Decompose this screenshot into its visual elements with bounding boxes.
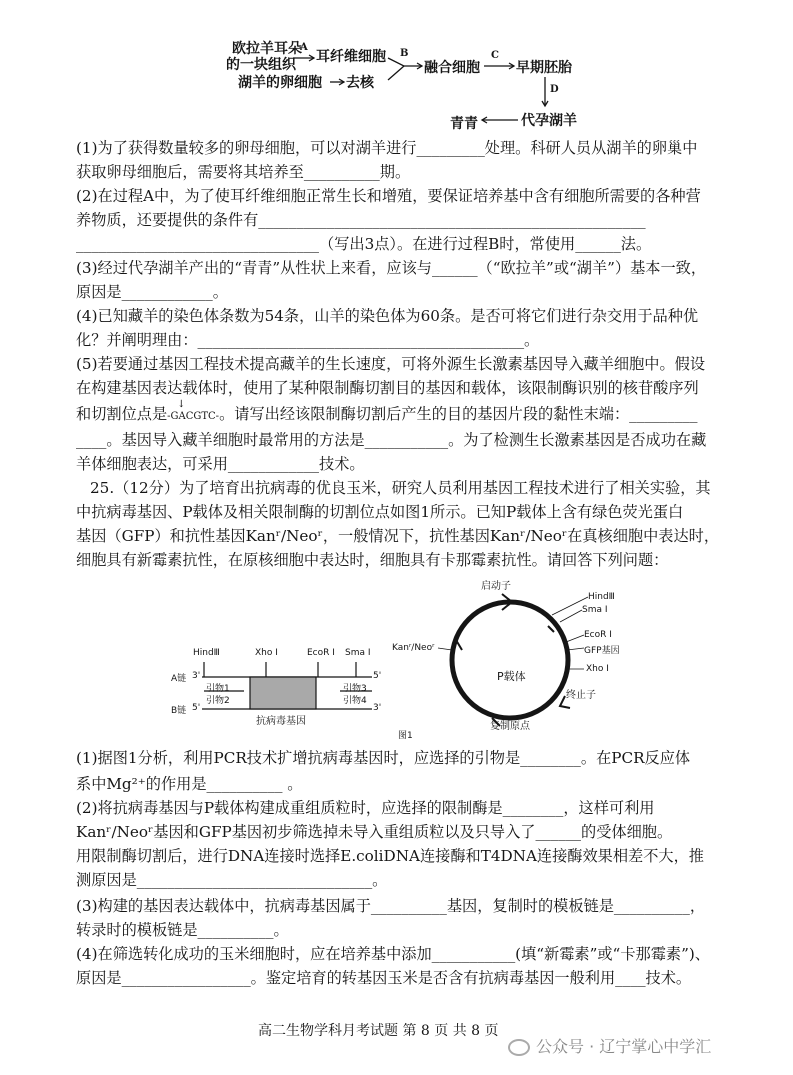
q24-line-11: 在构建基因表达载体时，使用了某种限制酶切割目的基因和载体，该限制酶识别的核苷酸序列 <box>76 379 699 397</box>
promoter-label: 启动子 <box>481 581 511 592</box>
flow-step-d: D <box>550 84 559 95</box>
q24-line-9: 化？并阐明理由：___________________________________________。 <box>76 331 540 349</box>
cut-arrow-icon: ↓ <box>177 399 186 410</box>
origin-label: 复制原点 <box>490 721 530 732</box>
wechat-icon <box>508 1039 530 1056</box>
flow-arrows <box>0 0 793 140</box>
flow-node-early-embryo: 早期胚胎 <box>516 60 572 76</box>
primer-2: 引物2 <box>206 696 230 706</box>
q25-line-3: 基因（GFP）和抗性基因Kanʳ/Neoʳ，一般情况下，抗性基因Kanʳ/Neoʳ在真核细胞中表达时， <box>76 527 720 545</box>
q24-line-2: 获取卵母细胞后，需要将其培养至__________期。 <box>76 163 411 181</box>
q24-line-10: (5)若要通过基因工程技术提高藏羊的生长速度，可将外源生长激素基因导入藏羊细胞中。假设 <box>76 355 706 373</box>
a-chain-3prime: 3' <box>192 671 201 681</box>
q24-line-12-b: 。请写出经该限制酶切割后产生的目的基因片段的黏性末端：_________ <box>219 405 698 423</box>
q25-sub-7: (3)构建的基因表达载体中，抗病毒基因属于__________基因，复制时的模板链是__________， <box>76 897 706 915</box>
b-chain-3prime: 3' <box>373 703 382 713</box>
q25-sub-5: 用限制酶切割后，进行DNA连接时选择E.coliDNA连接酶和T4DNA连接酶效果相差不大，推 <box>76 847 704 865</box>
terminator-label: 终止子 <box>566 690 596 701</box>
figure-1-graphics <box>0 570 793 745</box>
q25-line-1: 25.（12分）为了培育出抗病毒的优良玉米，研究人员利用基因工程技术进行了相关实验，其 <box>90 479 711 497</box>
q24-line-12 <box>76 399 698 426</box>
q25-sub-1: (1)据图1分析，利用PCR技术扩增抗病毒基因时，应选择的引物是________。在PCR反应体 <box>76 749 691 767</box>
antiviral-gene-label: 抗病毒基因 <box>256 716 306 727</box>
q25-sub-10: 原因是_________________。鉴定培育的转基因玉米是否含有抗病毒基因一般利用____技术。 <box>76 969 692 987</box>
flow-node-surrogate: 代孕湖羊 <box>521 113 577 129</box>
q24-line-8: (4)已知藏羊的染色体条数为54条，山羊的染色体为60条。是否可将它们进行杂交用于品种优 <box>76 307 699 325</box>
primer-3: 引物3 <box>343 684 367 694</box>
vector-site-xhoi: Xho Ⅰ <box>586 664 609 674</box>
a-chain-label: A链 <box>171 674 187 684</box>
flow-node-enucleate: 去核 <box>346 75 374 91</box>
q25-sub-8: 转录时的模板链是__________。 <box>76 921 289 939</box>
kan-neo-label: Kanʳ/Neoʳ <box>392 643 435 653</box>
site-ecori: EcoR Ⅰ <box>307 648 335 658</box>
site-smai: Sma Ⅰ <box>345 648 371 658</box>
q24-line-3: (2)在过程A中，为了使耳纤维细胞正常生长和增殖，要保证培养基中含有细胞所需要的各种营 <box>76 187 701 205</box>
q24-line-4: 养物质，还要提供的条件有___________________________________________________ <box>76 211 646 229</box>
figure-caption: 图1 <box>398 731 413 741</box>
q24-line-12-a: 和切割位点是 <box>76 405 168 423</box>
q24-line-7: 原因是____________。 <box>76 283 228 301</box>
flow-node-qingqing: 青青 <box>450 116 478 132</box>
b-chain-5prime: 5' <box>192 703 201 713</box>
flow-step-c: C <box>491 50 499 61</box>
q25-sub-9: (4)在筛选转化成功的玉米细胞时，应在培养基中添加___________(填“新霉素”或“卡那霉素”)、 <box>76 945 710 963</box>
page-footer: 高二生物学科月考试题 第 8 页 共 8 页 <box>258 1023 499 1039</box>
site-xhoi: Xho Ⅰ <box>255 648 278 658</box>
flow-node-fused-cell: 融合细胞 <box>424 60 480 76</box>
site-hindiii: HindⅢ <box>193 648 220 658</box>
q25-sub-2: 系中Mg²⁺的作用是__________ 。 <box>76 775 303 793</box>
q25-line-2: 中抗病毒基因、P载体及相关限制酶的切割位点如图1所示。已知P载体上含有绿色荧光蛋白 <box>76 503 684 521</box>
b-chain-label: B链 <box>171 706 187 716</box>
primer-4: 引物4 <box>343 696 367 706</box>
gfp-gene-label: GFP基因 <box>584 646 620 656</box>
flow-node-fiber-cell: 耳纤维细胞 <box>316 49 386 65</box>
q24-line-13: ____。基因导入藏羊细胞时最常用的方法是___________。为了检测生长激素基因是否成功在藏 <box>76 431 707 449</box>
flow-step-b: B <box>400 48 409 59</box>
vector-site-ecori: EcoR Ⅰ <box>584 630 612 640</box>
cut-site-sequence: ↓ -GACGTC- <box>167 407 219 426</box>
vector-site-smai: Sma Ⅰ <box>582 605 608 615</box>
q25-line-4: 细胞具有新霉素抗性，在原核细胞中表达时，细胞具有卡那霉素抗性。请回答下列问题： <box>76 551 669 569</box>
flow-node-egg-cell: 湖羊的卵细胞 <box>238 75 322 91</box>
flow-step-a: A <box>300 42 308 53</box>
vector-site-hindiii: HindⅢ <box>588 592 615 602</box>
watermark: 公众号 · 辽宁掌心中学汇 <box>508 1034 711 1057</box>
q25-sub-6: 测原因是_______________________________。 <box>76 871 388 889</box>
a-chain-5prime: 5' <box>373 671 382 681</box>
q25-sub-4: Kanʳ/Neoʳ基因和GFP基因初步筛选掉未导入重组质粒以及只导入了______的受体细胞。 <box>76 823 673 841</box>
p-vector-label: P载体 <box>497 670 526 683</box>
flow-node-ear-tissue-1: 欧拉羊耳朵 <box>232 41 302 57</box>
primer-1: 引物1 <box>206 684 230 694</box>
q24-line-14: 羊体细胞表达，可采用____________技术。 <box>76 455 365 473</box>
q24-line-6: (3)经过代孕湖羊产出的“青青”从性状上来看，应该与______（“欧拉羊”或“湖羊”）基本一致， <box>76 259 707 277</box>
flow-node-ear-tissue-2: 的一块组织 <box>226 57 296 73</box>
q25-sub-3: (2)将抗病毒基因与P载体构建成重组质粒时，应选择的限制酶是________，这样可利用 <box>76 799 655 817</box>
q24-line-1: (1)为了获得数量较多的卵母细胞，可以对湖羊进行_________处理。科研人员从湖羊的卵巢中 <box>76 139 698 157</box>
q24-line-5: ________________________________（写出3点）。在进行过程B时，常使用______法。 <box>76 235 652 253</box>
